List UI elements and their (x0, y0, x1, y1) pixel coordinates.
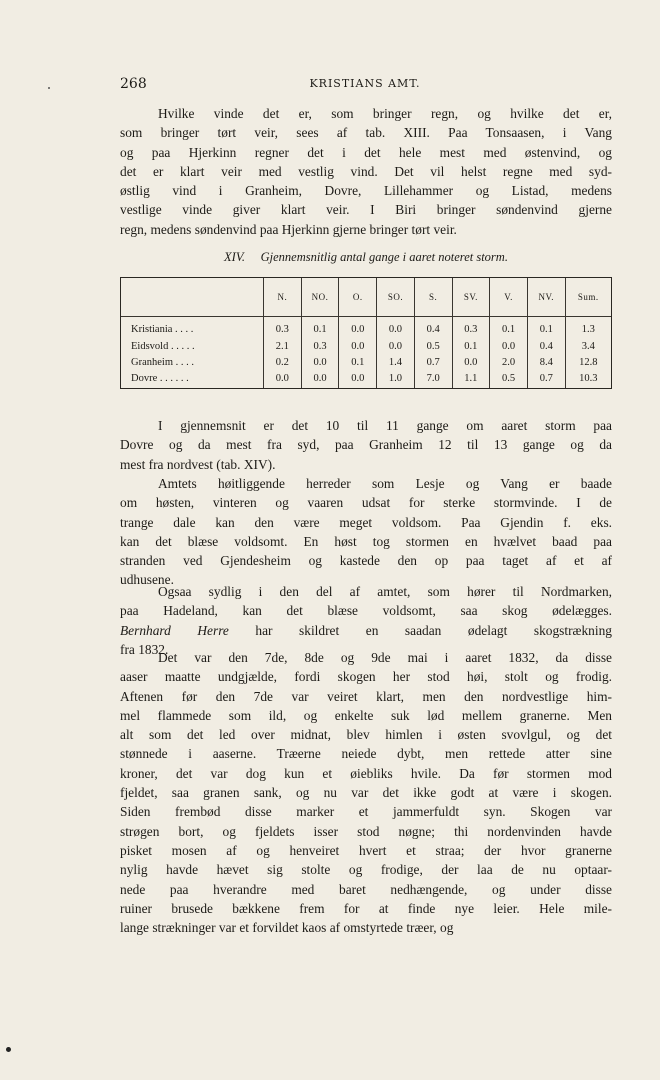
table-column-header: SO. (377, 278, 415, 317)
table-cell: 0.1 (301, 317, 339, 340)
table-cell: 0.1 (527, 317, 565, 340)
table-cell: 1.1 (452, 372, 490, 388)
table-cell: 8.4 (527, 356, 565, 372)
table-cell: 0.0 (377, 317, 415, 340)
table-cell: 0.1 (339, 356, 377, 372)
table-cell: 0.0 (339, 340, 377, 356)
table-cell: 0.7 (414, 356, 452, 372)
table-cell: 0.3 (301, 340, 339, 356)
body-paragraph (120, 416, 612, 474)
text-line: stønnede i aaserne. Træerne neiede dybt, men rettede atter sine (120, 746, 612, 762)
table-cell: 0.0 (339, 317, 377, 340)
text-line: trange dale kan den være meget voldsom. Paa Gjendin f. eks. (120, 514, 612, 530)
table-cell: 0.7 (527, 372, 565, 388)
page-number: 268 (120, 76, 147, 92)
table-cell: 0.1 (452, 340, 490, 356)
table-cell: 0.4 (527, 340, 565, 356)
table-cell: 0.0 (490, 340, 528, 356)
body-paragraph (120, 474, 612, 590)
margin-dot (6, 1047, 11, 1052)
text-line: fra 1832. (120, 641, 169, 657)
table-cell: 0.1 (490, 317, 528, 340)
table-body (121, 317, 611, 389)
table-column-header: O. (339, 278, 377, 317)
table-cell: 7.0 (414, 372, 452, 388)
table-row-place: Kristiania . . . . (131, 324, 194, 335)
paper-speck (48, 87, 50, 89)
text-line: om høsten, vinteren og vaaren udsat for sterke stormvinde. I de (120, 495, 612, 511)
table-column-header: N. (264, 278, 302, 317)
table-column-header: Sum. (565, 278, 611, 317)
text-line: stranden ved Gjendesheim og kastede den op paa taget af et af (120, 553, 612, 569)
page-header (120, 76, 610, 96)
text-line: aaser maatte undgjælde, fordi skogen her stod høi, stolt og frodig. (120, 669, 612, 685)
table-cell: 1.4 (377, 356, 415, 372)
text-line: pisket mosen af og henveiret hvert et straa; der hvor granerne (120, 842, 612, 858)
text-line: Bernhard Herre har skildret en saadan ødelagt skogstrækning (120, 622, 612, 638)
table-cell: 0.4 (414, 317, 452, 340)
text-line: udhusene. (120, 572, 174, 588)
text-line: I gjennemsnit er det 10 til 11 gange om aaret storm paa (158, 418, 612, 433)
text-line: kroner, det var dog kun et øiebliks hvile. Da før stormen mod (120, 765, 612, 781)
storm-table (120, 277, 612, 389)
running-head: KRISTIANS AMT. (309, 77, 421, 90)
table-row (121, 317, 611, 340)
text-line: Aftenen før den 7de var veiret klart, men den nordvestlige him- (120, 688, 612, 704)
table-cell: 1.3 (565, 317, 611, 340)
table-cell: 0.0 (452, 356, 490, 372)
table-header-row (121, 278, 611, 317)
table-header-place (121, 278, 264, 317)
text-line: alt som det led over midnat, blev himlen i østen svovlgul, og det (120, 727, 612, 743)
table-cell: 2.1 (264, 340, 302, 356)
table-cell: 10.3 (565, 372, 611, 388)
table-row (121, 340, 611, 356)
table-row-place: Eidsvold . . . . . (131, 340, 195, 352)
table-cell: 0.3 (264, 317, 302, 340)
text-line: Ogsaa sydlig i den del af amtet, som hører til Nordmarken, (158, 584, 612, 599)
text-line: strøgen bort, og fjeldets isser stod nøgne; thi nordenvinden havde (120, 823, 612, 839)
table-row-place: Dovre . . . . . . (131, 372, 189, 384)
text-line: ruiner brusede bækkene frem for at finde nye leier. Hele mile- (120, 900, 612, 916)
table-cell: 0.0 (301, 356, 339, 372)
text-line: Hvilke vinde det er, som bringer regn, og hvilke det er, (158, 106, 612, 121)
table-cell: 0.0 (339, 372, 377, 388)
table-cell: 0.5 (414, 340, 452, 356)
text-line: lange strækninger var et forvildet kaos af omstyrtede træer, og (120, 920, 454, 936)
table-caption (120, 250, 612, 265)
table-cell: 2.0 (490, 356, 528, 372)
table-cell: 0.0 (377, 340, 415, 356)
author-name: Bernhard Herre (120, 622, 229, 638)
intro-paragraph (120, 104, 612, 239)
text-line: det er klart veir med vestlig vind. Det vil helst regne med syd- (120, 163, 612, 179)
text-line: Dovre og da mest fra syd, paa Granheim 12 til 13 gange og da (120, 437, 612, 453)
table-column-header: V. (490, 278, 528, 317)
text-line: fjeldet, saa granen sank, og nu var det ikke godt at være i skogen. (120, 785, 612, 801)
text-line: Det var den 7de, 8de og 9de mai i aaret 1832, da disse (158, 650, 612, 665)
text-line: kan det blæse voldsomt. En høst tog stormen en hvælvet baad paa (120, 533, 612, 549)
text-line: regn, medens søndenvind paa Hjerkinn gjerne bringer tørt veir. (120, 221, 457, 237)
text-line: vestlige vinde giver klart veir. I Biri bringer søndenvind gjerne (120, 202, 612, 218)
table-row (121, 372, 611, 388)
table-column-header: SV. (452, 278, 490, 317)
table-row (121, 356, 611, 372)
table-cell: 3.4 (565, 340, 611, 356)
body-paragraph (120, 648, 612, 937)
table-row-place: Granheim . . . . (131, 356, 194, 368)
table-cell: 0.3 (452, 317, 490, 340)
table-column-header: NV. (527, 278, 565, 317)
table-cell: 1.0 (377, 372, 415, 388)
text-line: nylig havde hævet sig stolte og frodige, der laa de nu optaar- (120, 862, 612, 878)
table-caption-text: Gjennemsnitlig antal gange i aaret noteret storm. (260, 250, 508, 264)
text-line: østlig vind i Granheim, Dovre, Lillehammer og Listad, medens (120, 183, 612, 199)
table-cell: 0.2 (264, 356, 302, 372)
table-cell: 0.5 (490, 372, 528, 388)
table-column-header: NO. (301, 278, 339, 317)
table-cell: 0.0 (264, 372, 302, 388)
text-line: paa Hadeland, kan det blæse voldsomt, saa skog ødelægges. (120, 603, 612, 619)
text-line: som bringer tørt veir, sees af tab. XIII. Paa Tonsaasen, i Vang (120, 125, 612, 141)
text-line: mest fra nordvest (tab. XIV). (120, 456, 276, 472)
table-cell: 12.8 (565, 356, 611, 372)
table-number: XIV. (224, 250, 245, 264)
table-cell: 0.0 (301, 372, 339, 388)
table-column-header: S. (414, 278, 452, 317)
text-line: Amtets høitliggende herreder som Lesje og Vang er baade (158, 476, 612, 491)
text-line: nede paa hverandre med baret nedhængende, og under disse (120, 881, 612, 897)
text-line: mel flammede som ild, og enkelte suk lød mellem granerne. Men (120, 707, 612, 723)
text-line: Siden frembød disse marker et jammerfuldt syn. Skogen var (120, 804, 612, 820)
text-line: og paa Hjerkinn regner det i det hele mest med østenvind, og (120, 144, 612, 160)
